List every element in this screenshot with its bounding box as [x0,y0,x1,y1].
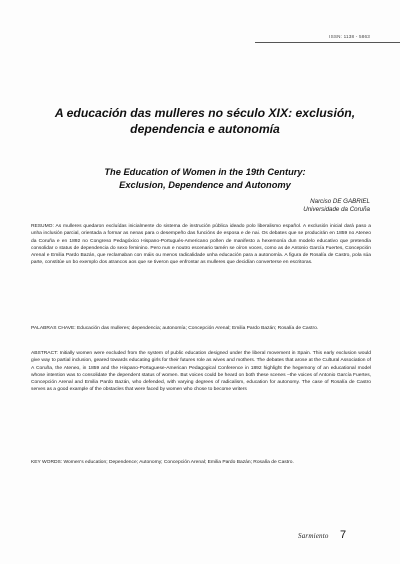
keywords-paragraph: KEY WORDS: Women's education; Dependence; Autonomy; Concepción Arenal; Emilia Pardo Bazán; Rosalía de Castro. [31,460,294,465]
page-footer [283,531,373,545]
english-title-line-1: The Education of Women in the 19th Century: [104,167,306,177]
author-affiliation: Universidade da Coruña [303,206,370,214]
author-block [220,198,370,214]
article-title-galician: A educación das mulleres no século XIX: exclusión, dependencia e autonomía [54,106,356,136]
article-title-english [60,166,350,191]
author-name: Narciso DE GABRIEL [310,198,370,205]
page-number: 7 [340,529,347,541]
journal-name: Sarmiento [298,532,329,540]
palabras-chave-paragraph: PALABRAS CHAVE: Educación das mulleres; dependencia; autonomía; Concepción Arenal; Emilia Pardo Bazán; Rosalía de Castro. [31,326,319,331]
issn-number: ISSN: 1138 - 5863 [329,34,370,39]
header-rule [255,42,400,43]
resumo-paragraph: RESUMO: As mulleres quedaron excluídas inicialmente do sistema de instrución pública ideado polo liberalismo español. A exclusión inicial dará paso a unha inclusión parcial, orientada a formar as nenas para o desempeño das funcións de esposa e de nai. Os debates que se producirán en 1859 no Ateneo da Coruña e en 1892 no Congreso Pedagóxico Hispano-Portugués-Americano poñen de manifesto a hexemonía dun modelo educativo que pretendía consolidar o status de dependencia do sexo feminino. Pero nun e noutro escenario tamén se oíron voces, como as de Antonio García Fuertes, Concepción Arenal e Emilia Pardo Bazán, que reclamaban con máis ou menos radicalidade unha educación para a autonomía. A figura de Rosalía de Castro, pola súa parte, constitúe un bo exemplo dos atrancos aos que se tiveron que enfrontar as mulleres que decidían converterse en escritoras. [31,224,371,266]
english-title-line-2: Exclusion, Dependence and Autonomy [119,179,291,190]
abstract-paragraph: ABSTRACT: Initially women were excluded from the system of public education designed under the liberal movement in Spain. This early exclusion would give way to partial inclusion, geared towards educating girls for their futures role as wives and mothers. The debates that arose at the Cultural Association of A Coruña, the Ateneo, in 1859 and the Hispano-Portuguese-American Pedagogical Conference in 1892 highlight the hegemony of an educational model whose intention was to consolidate the dependent status of women. But voices could be heard on both these scenes –the voices of Antonio García Fuertes, Concepción Arenal and Emilia Pardo Bazán, who defended, with varying degrees of radicalism, education for autonomy. The case of Rosalía de Castro serves as a good example of the obstacles that were faced by women who chose to become writers [31,351,371,393]
